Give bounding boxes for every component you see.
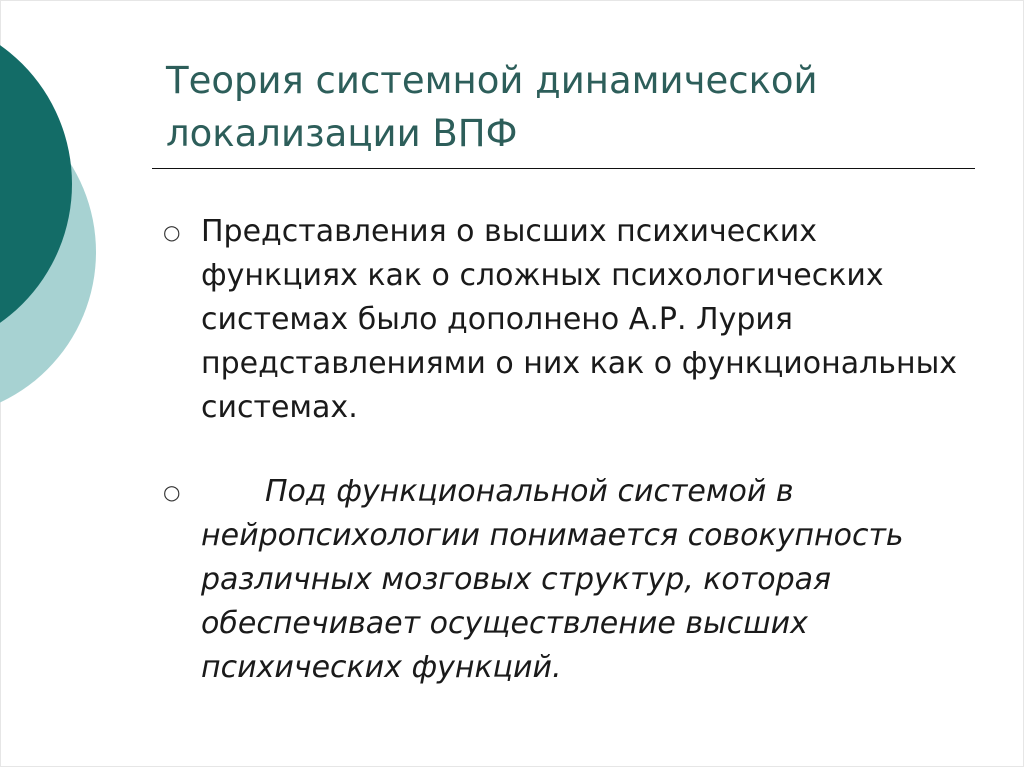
slide-title [166,54,946,160]
bullet-circle-icon: ○ [163,480,181,504]
decorative-circles [0,0,110,420]
bullet-circle-icon: ○ [163,220,181,244]
slide-title-line-2: локализации ВПФ [166,112,518,155]
bullet-text-2: Под функциональной системой в нейропсихологии понимается совокупность различных мозговых структур, которая обеспечивает осуществление высших психических функций. [201,474,904,685]
bullet-list [163,210,963,690]
bullet-item-1 [163,210,963,430]
bullet-item-2 [163,470,963,690]
slide-title-line-1: Теория системной динамической [166,59,818,102]
title-divider [152,168,975,169]
bullet-text-1: Представления о высших психических функциях как о сложных психологических системах было дополнено А.Р. Лурия представлениями о них как о функциональных системах. [201,214,958,425]
